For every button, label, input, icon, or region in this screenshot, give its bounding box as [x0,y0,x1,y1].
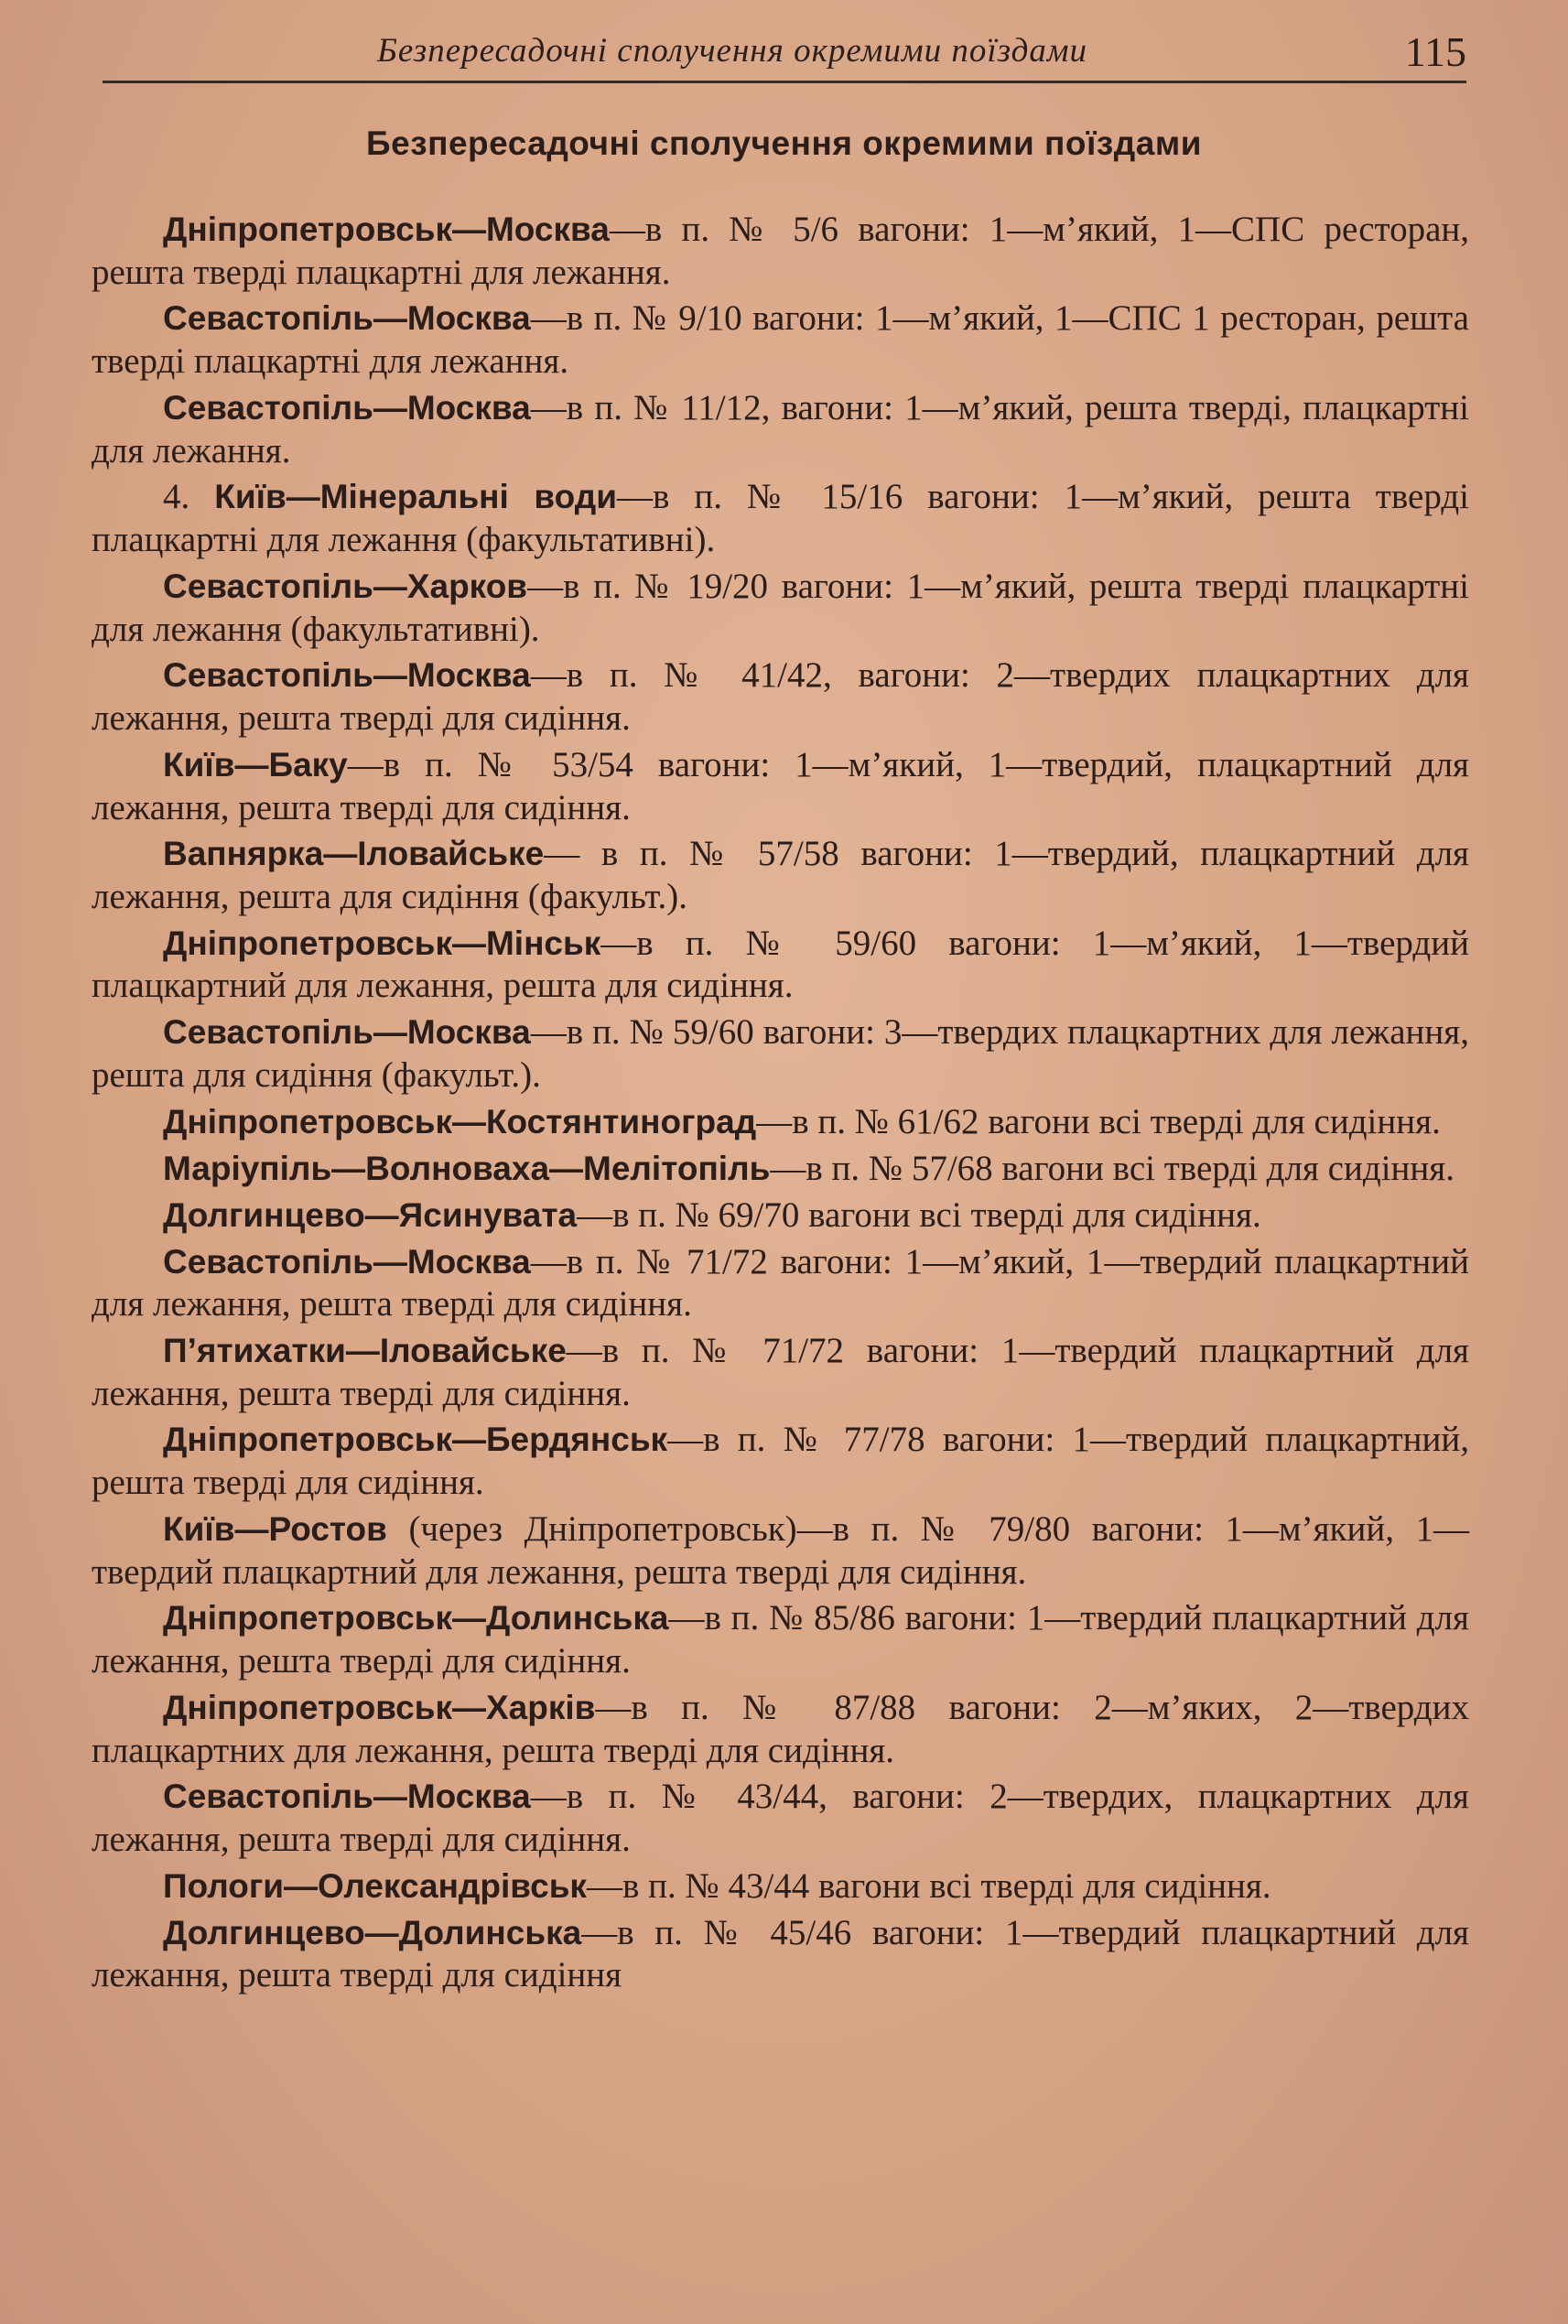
list-item [92,476,1469,561]
list-item [92,1011,1469,1097]
route-name: Севастопіль—Москва [163,299,531,338]
entry-text: —в п. № 19/20 вагони: 1—м’який, решта тверді плацкартні для лежання (факультативні). [92,566,1469,649]
route-name: П’ятихатки—Іловайське [163,1332,567,1369]
list-item [92,654,1469,740]
list-item [92,1194,1469,1238]
page-header [103,27,1466,83]
entry-text: —в п. № 71/72 вагони: 1—м’який, 1—твердий плацкартний для лежання, решта тверді для сидіння. [92,1241,1469,1324]
route-name: Вапнярка—Іловайське [163,835,545,873]
entry-text: —в п. № 53/54 вагони: 1—м’який, 1—твердий, плацкартний для лежання, решта тверді для сидіння. [92,744,1469,827]
route-name: Дніпропетровськ—Костянтиноград [163,1102,757,1140]
entry-text: —в п. № 61/62 вагони всі тверді для сидіння. [756,1101,1441,1141]
route-name: Дніпропетровськ—Долинська [163,1599,669,1638]
route-name: Дніпропетровськ—Харків [163,1688,596,1726]
entry-text: —в п. № 57/68 вагони всі тверді для сидіння. [770,1148,1454,1188]
list-item [92,1687,1469,1772]
list-item [92,1101,1469,1144]
route-name: Долгинцево—Ясинувата [163,1195,578,1234]
list-item [92,209,1469,294]
entry-text: —в п. № 9/10 вагони: 1—м’який, 1—СПС 1 ресторан, решта тверді плацкартні для лежання. [92,298,1469,382]
page-number: 115 [1404,28,1466,75]
entry-text: — в п. № 57/58 вагони: 1—твердий, плацкартний для лежання, решта для сидіння (факульт.). [92,834,1469,916]
entry-text: —в п. № 43/44 вагони всі тверді для сидіння. [586,1865,1271,1906]
entry-text: —в п. № 59/60 вагони: 1—м’який, 1—твердий плацкартний для лежання, решта для сидіння. [92,923,1469,1006]
route-name: Київ—Баку [163,745,348,784]
entry-text: (через Дніпропетровськ)—в п. № 79/80 вагони: 1—м’який, 1—твердий плацкартний для лежання, решта тверді для сидіння. [92,1508,1469,1592]
entry-text: —в п. № 41/42, вагони: 2—твердих плацкартних для лежання, решта тверді для сидіння. [92,655,1469,739]
list-item [92,833,1469,918]
entry-text: —в п. № 15/16 вагони: 1—м’який, решта тверді плацкартні для лежання (факультативні). [92,477,1469,560]
list-item [92,1597,1469,1682]
route-name: Дніпропетровськ—Мінськ [163,924,601,962]
list-item [92,1330,1469,1415]
running-title: Безпересадочні сполучення окремими поїздами [377,32,1087,70]
entry-text: —в п. № 87/88 вагони: 2—м’яких, 2—твердих плацкартних для лежання, решта тверді для сидіння. [92,1687,1469,1770]
route-name: Долгинцево—Долинська [163,1913,582,1951]
list-item [92,1865,1469,1908]
entry-text: —в п. № 77/78 вагони: 1—твердий плацкартний, решта тверді для сидіння. [92,1420,1469,1503]
route-name: Севастопіль—Москва [163,1778,531,1816]
route-name: Севастопіль—Москва [163,1013,531,1052]
list-item [92,1508,1469,1594]
route-name: Київ—Мінеральні води [214,478,617,516]
route-name: Пологи—Олександрівськ [163,1866,587,1905]
entry-text: —в п. № 11/12, вагони: 1—м’який, решта тверді, плацкартні для лежання. [92,387,1469,470]
route-name: Севастопіль—Москва [163,1242,531,1281]
list-item [92,923,1469,1008]
entry-prefix: 4. [163,477,215,517]
route-name: Севастопіль—Харков [163,567,528,605]
route-name: Дніпропетровськ—Москва [163,211,610,248]
route-name: Дніпропетровськ—Бердянськ [163,1421,668,1459]
route-name: Севастопіль—Москва [163,656,531,695]
entry-text: —в п. № 85/86 вагони: 1—твердий плацкартний для лежання, решта тверді для сидіння. [92,1598,1469,1681]
list-item [92,1776,1469,1861]
list-item [92,1912,1469,1997]
entry-text: —в п. № 69/70 вагони всі тверді для сидіння. [577,1194,1261,1235]
route-name: Київ—Ростов [163,1509,387,1548]
entry-text: —в п. № 59/60 вагони: 3—твердих плацкартних для лежання, решта для сидіння (факульт.). [92,1012,1469,1095]
list-item [92,1419,1469,1504]
route-name: Севастопіль—Москва [163,388,531,427]
list-item [92,566,1469,651]
entry-text: —в п. № 45/46 вагони: 1—твердий плацкартний для лежання, решта тверді для сидіння [92,1912,1469,1995]
list-item [92,387,1469,472]
list-item [92,297,1469,383]
entry-text: —в п. № 43/44, вагони: 2—твердих, плацкартних для лежання, решта тверді для сидіння. [92,1777,1469,1860]
list-item [92,1241,1469,1326]
route-name: Маріупіль—Волноваха—Мелітопіль [163,1149,771,1187]
train-connections-list [92,209,1469,2001]
entry-text: —в п. № 71/72 вагони: 1—твердий плацкартний для лежання, решта тверді для сидіння. [92,1331,1469,1413]
entry-text: —в п. № 5/6 вагони: 1—м’який, 1—СПС ресторан, решта тверді плацкартні для лежання. [92,210,1469,292]
section-title: Безпересадочні сполучення окремими поїздами [366,124,1202,162]
list-item [92,744,1469,829]
list-item [92,1148,1469,1191]
